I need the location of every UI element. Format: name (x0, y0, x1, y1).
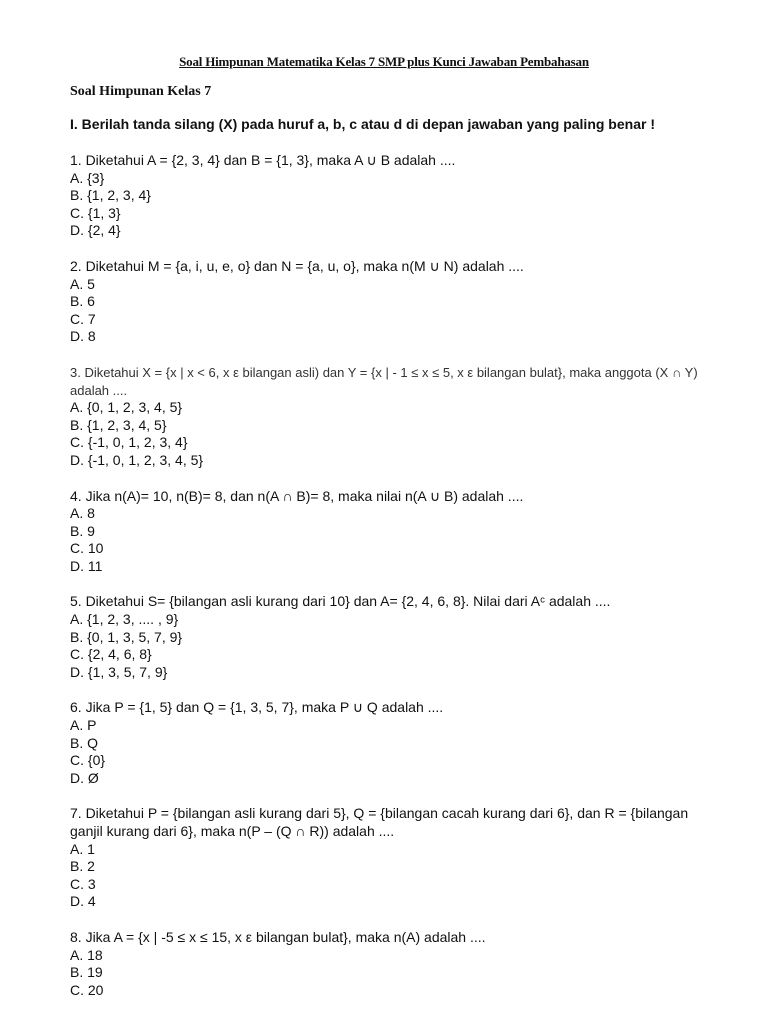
answer-option: B. {1, 2, 3, 4} (70, 187, 151, 204)
question-3 (70, 364, 700, 470)
question-7 (70, 805, 700, 911)
instruction-text: I. Berilah tanda silang (X) pada huruf a, b, c atau d di depan jawaban yang paling benar ! (70, 116, 655, 132)
answer-option: C. 10 (70, 540, 104, 557)
answer-option: C. 7 (70, 310, 96, 327)
answer-option: A. 8 (70, 505, 95, 522)
answer-option: C. 3 (70, 875, 96, 892)
answer-option: B. {1, 2, 3, 4, 5} (70, 416, 167, 433)
question-8 (70, 929, 700, 999)
question-5 (70, 593, 700, 681)
answer-option: C. {-1, 0, 1, 2, 3, 4} (70, 434, 188, 451)
answer-option: D. {1, 3, 5, 7, 9} (70, 663, 168, 680)
answer-option: B. 19 (70, 964, 103, 981)
answer-option: B. Q (70, 734, 99, 751)
answer-option: A. 1 (70, 840, 95, 857)
answer-option: B. 9 (70, 522, 95, 539)
answer-option: C. {1, 3} (70, 204, 121, 221)
answer-option: A. 18 (70, 946, 103, 963)
answer-option: D. Ø (70, 769, 99, 786)
question-text: 1. Diketahui A = {2, 3, 4} dan B = {1, 3}, maka A ∪ B adalah .... (70, 152, 456, 168)
answer-option: B. 6 (70, 293, 95, 310)
question-text: 4. Jika n(A)= 10, n(B)= 8, dan n(A ∩ B)= 8, maka nilai n(A ∪ B) adalah .... (70, 487, 524, 504)
answer-option: D. 11 (70, 557, 103, 574)
answer-option: D. 8 (70, 328, 96, 345)
question-list (70, 152, 700, 1017)
question-2 (70, 258, 700, 346)
answer-option: C. 20 (70, 981, 104, 998)
section-subtitle: Soal Himpunan Kelas 7 (70, 84, 212, 99)
answer-option: D. {-1, 0, 1, 2, 3, 4, 5} (70, 451, 204, 468)
answer-option: D. {2, 4} (70, 222, 121, 239)
document-title: Soal Himpunan Matematika Kelas 7 SMP plus Kunci Jawaban Pembahasan (179, 54, 589, 69)
question-text: 5. Diketahui S= {bilangan asli kurang dari 10} dan A= {2, 4, 6, 8}. Nilai dari Aᶜ adalah .... (70, 593, 611, 610)
question-4 (70, 488, 700, 576)
answer-option: A. {1, 2, 3, .... , 9} (70, 611, 179, 628)
answer-option: A. {3} (70, 169, 105, 186)
question-6 (70, 699, 700, 787)
answer-option: B. {0, 1, 3, 5, 7, 9} (70, 628, 183, 645)
answer-option: B. 2 (70, 858, 95, 875)
answer-option: C. {2, 4, 6, 8} (70, 646, 152, 663)
question-text: 3. Diketahui X = {x | x < 6, x ε bilangan asli) dan Y = {x | - 1 ≤ x ≤ 5, x ε bilangan bulat}, maka anggota (X ∩ Y) adalah .... (70, 364, 698, 398)
answer-option: A. P (70, 717, 97, 734)
question-text: 7. Diketahui P = {bilangan asli kurang dari 5}, Q = {bilangan cacah kurang dari 6}, dan R = {bilangan ganjil kurang dari 6}, maka n(P – (Q ∩ R)) adalah .... (70, 805, 689, 839)
answer-option: C. {0} (70, 752, 106, 769)
answer-option: A. 5 (70, 275, 95, 292)
question-text: 2. Diketahui M = {a, i, u, e, o} dan N = {a, u, o}, maka n(M ∪ N) adalah .... (70, 257, 524, 274)
answer-option: D. 4 (70, 893, 96, 910)
question-1 (70, 152, 700, 240)
question-text: 8. Jika A = {x | -5 ≤ x ≤ 15, x ε bilangan bulat}, maka n(A) adalah .... (70, 928, 486, 945)
answer-option: A. {0, 1, 2, 3, 4, 5} (70, 399, 183, 416)
question-text: 6. Jika P = {1, 5} dan Q = {1, 3, 5, 7}, maka P ∪ Q adalah .... (70, 699, 444, 716)
